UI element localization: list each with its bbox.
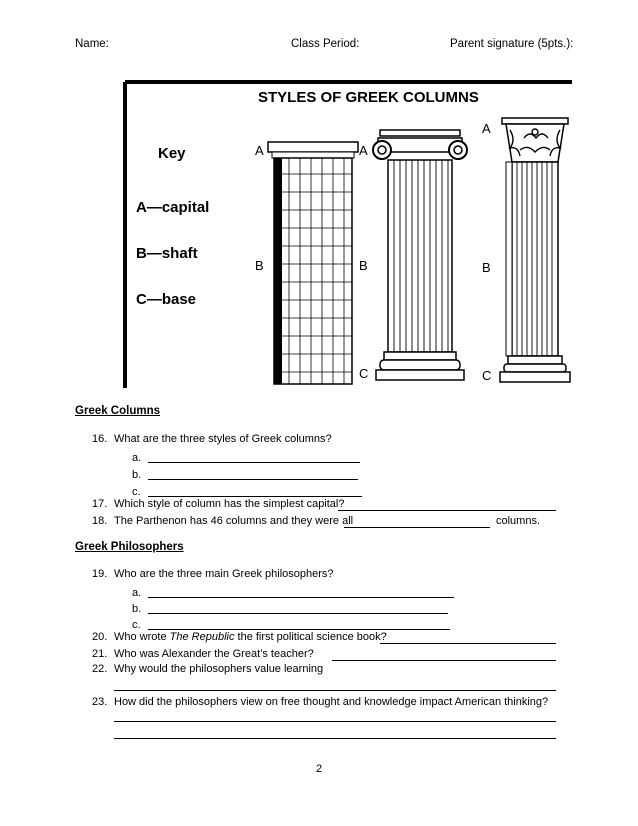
question-text: Which style of column has the simplest capital?	[114, 498, 345, 510]
q16-answer-c[interactable]	[148, 496, 362, 497]
q23-answer-line-1[interactable]	[114, 721, 556, 722]
q21-answer[interactable]	[332, 660, 556, 661]
corinthian-label-c: C	[482, 368, 492, 383]
corinthian-column	[482, 118, 570, 383]
key-item-capital: A—capital	[136, 199, 210, 216]
q16-sub-b-label: b.	[132, 469, 142, 481]
q16-answer-b[interactable]	[148, 479, 358, 480]
q16-sub-c-label: c.	[132, 486, 141, 498]
question-number: 17.	[92, 498, 108, 510]
q19-sub-c-label: c.	[132, 619, 141, 631]
question-number: 22.	[92, 663, 108, 675]
question-23	[92, 696, 548, 708]
page-number: 2	[316, 763, 323, 775]
q17-answer[interactable]	[338, 510, 556, 511]
key-item-shaft: B—shaft	[136, 245, 198, 262]
question-text: Who was Alexander the Great’s teacher?	[114, 648, 314, 660]
question-text-before: The Parthenon has 46 columns and they were all	[114, 515, 354, 527]
section-heading-greek-philosophers: Greek Philosophers	[75, 541, 184, 553]
q23-answer-line-2[interactable]	[114, 738, 556, 739]
q16-answer-a[interactable]	[148, 462, 360, 463]
book-title: The Republic	[169, 631, 235, 643]
corinthian-label-a: A	[482, 121, 491, 136]
q19-sub-a-label: a.	[132, 587, 142, 599]
question-number: 16.	[92, 433, 108, 445]
q22-answer[interactable]	[114, 690, 556, 691]
question-text: How did the philosophers view on free thought and knowledge impact American thinking?	[114, 696, 549, 708]
question-text-before: Who wrote	[114, 631, 167, 643]
question-number: 19.	[92, 568, 108, 580]
question-number: 20.	[92, 631, 108, 643]
q20-answer[interactable]	[380, 643, 556, 644]
name-label: Name:	[75, 38, 109, 50]
question-text: Who are the three main Greek philosophers?	[114, 568, 334, 580]
question-text: What are the three styles of Greek columns?	[114, 433, 332, 445]
q18-text-after: columns.	[496, 515, 541, 527]
question-number: 21.	[92, 648, 108, 660]
question-21	[92, 648, 314, 660]
section-heading-greek-columns: Greek Columns	[75, 405, 160, 417]
corinthian-label-b: B	[482, 260, 491, 275]
question-19	[92, 568, 334, 580]
doric-column	[255, 142, 358, 384]
question-20	[92, 631, 387, 643]
greek-columns-figure	[122, 80, 575, 390]
q19-sub-b-label: b.	[132, 603, 142, 615]
figure-title: STYLES OF GREEK COLUMNS	[258, 89, 479, 106]
question-16	[92, 433, 332, 445]
q18-answer[interactable]	[344, 527, 490, 528]
ionic-label-a: A	[359, 143, 368, 158]
ionic-column	[359, 130, 467, 381]
question-22	[92, 663, 323, 675]
question-18	[92, 515, 353, 527]
ionic-label-b: B	[359, 258, 368, 273]
q19-answer-c[interactable]	[148, 629, 450, 630]
parent-signature-label: Parent signature (5pts.):	[450, 38, 574, 50]
q19-answer-a[interactable]	[148, 597, 454, 598]
question-text-after: the first political science book?	[237, 631, 387, 643]
question-number: 23.	[92, 696, 108, 708]
question-text: Why would the philosophers value learning	[114, 663, 324, 675]
doric-label-a: A	[255, 143, 264, 158]
class-period-label: Class Period:	[291, 38, 360, 50]
greek-columns-illustration	[122, 80, 575, 390]
doric-label-b: B	[255, 258, 264, 273]
q16-sub-a-label: a.	[132, 452, 142, 464]
q19-answer-b[interactable]	[148, 613, 448, 614]
ionic-label-c: C	[359, 366, 369, 381]
question-17	[92, 498, 345, 510]
key-item-base: C—base	[136, 291, 197, 308]
question-number: 18.	[92, 515, 108, 527]
key-title: Key	[158, 145, 186, 162]
